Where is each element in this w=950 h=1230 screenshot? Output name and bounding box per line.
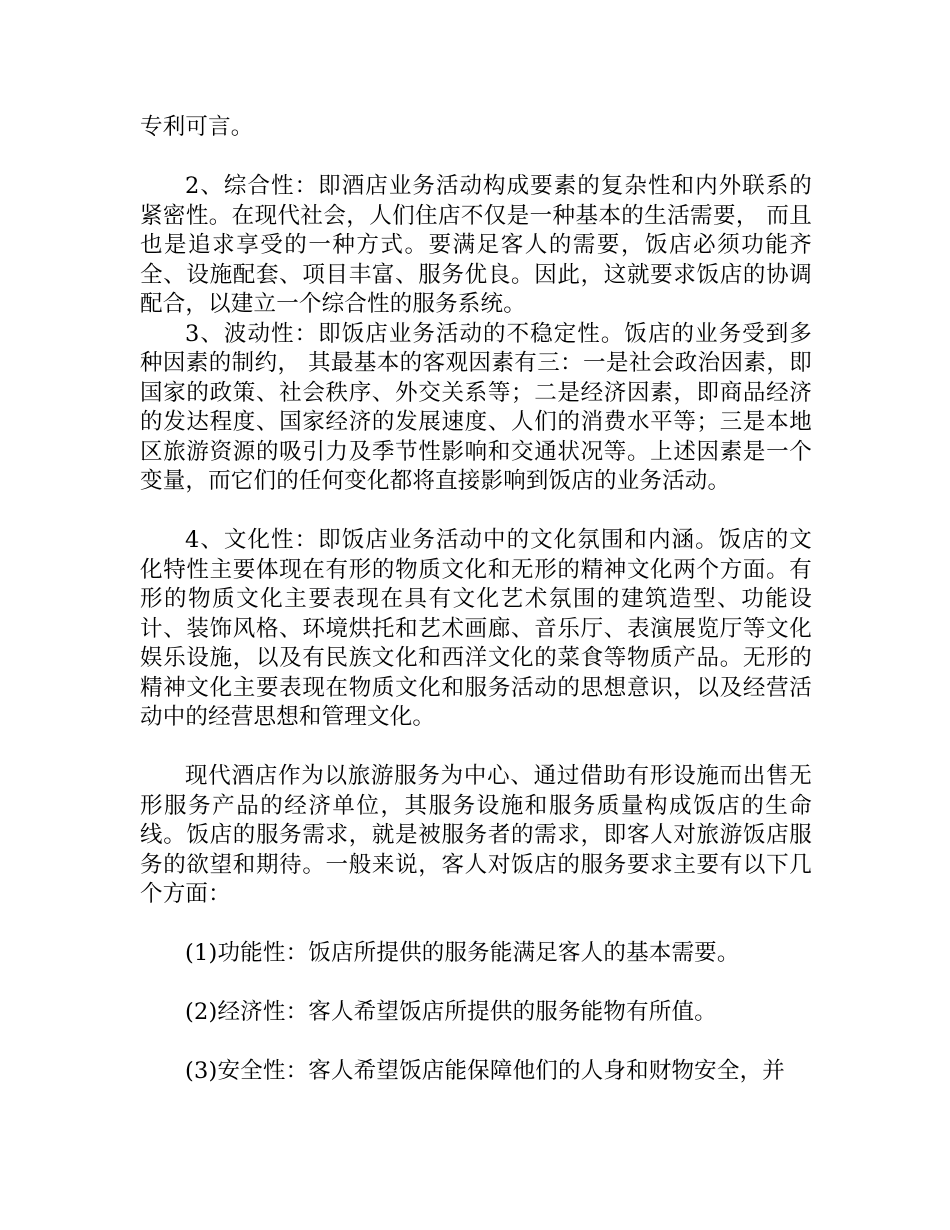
paragraph-comprehensiveness: 2、综合性：即酒店业务活动构成要素的复杂性和内外联系的紧密性。在现代社会，人们住店不仅是一种基本的生活需要， 而且也是追求享受的一种方式。要满足客人的需要，饭店必须功能齐全、设施配套、项目丰富、服务优良。因此，这就要求饭店的协调配合，以建立一个综合性的服务系统。: [140, 173, 812, 317]
list-item-economy: (2)经济性：客人希望饭店所提供的服务能物有所值。: [185, 999, 717, 1025]
list-item-safety: (3)安全性：客人希望饭店能保障他们的人身和财物安全，并: [185, 1058, 785, 1084]
paragraph-continuation: 专利可言。: [140, 114, 254, 140]
paragraph-volatility: 3、波动性：即饭店业务活动的不稳定性。饭店的业务受到多种因素的制约， 其最基本的客观因素有三：一是社会政治因素，即国家的政策、社会秩序、外交关系等；二是经济因素，即商品经济的发达程度、国家经济的发展速度、人们的消费水平等；三是本地区旅游资源的吸引力及季节性影响和交通状况等。上述因素是一个变量，而它们的任何变化都将直接影响到饭店的业务活动。: [140, 320, 812, 494]
paragraph-service-demand: 现代酒店作为以旅游服务为中心、通过借助有形设施而出售无形服务产品的经济单位，其服务设施和服务质量构成饭店的生命线。饭店的服务需求，就是被服务者的需求，即客人对旅游饭店服务的欲望和期待。一般来说，客人对饭店的服务要求主要有以下几个方面：: [140, 763, 812, 907]
list-item-functionality: (1)功能性：饭店所提供的服务能满足客人的基本需要。: [185, 940, 740, 966]
document-body: [140, 113, 812, 1087]
paragraph-culture: 4、文化性：即饭店业务活动中的文化氛围和内涵。饭店的文化特性主要体现在有形的物质文化和无形的精神文化两个方面。有形的物质文化主要表现在具有文化艺术氛围的建筑造型、功能设计、装饰风格、环境烘托和艺术画廊、音乐厅、表演展览厅等文化娱乐设施，以及有民族文化和西洋文化的菜食等物质产品。无形的精神文化主要表现在物质文化和服务活动的思想意识，以及经营活动中的经营思想和管理文化。: [140, 527, 812, 730]
